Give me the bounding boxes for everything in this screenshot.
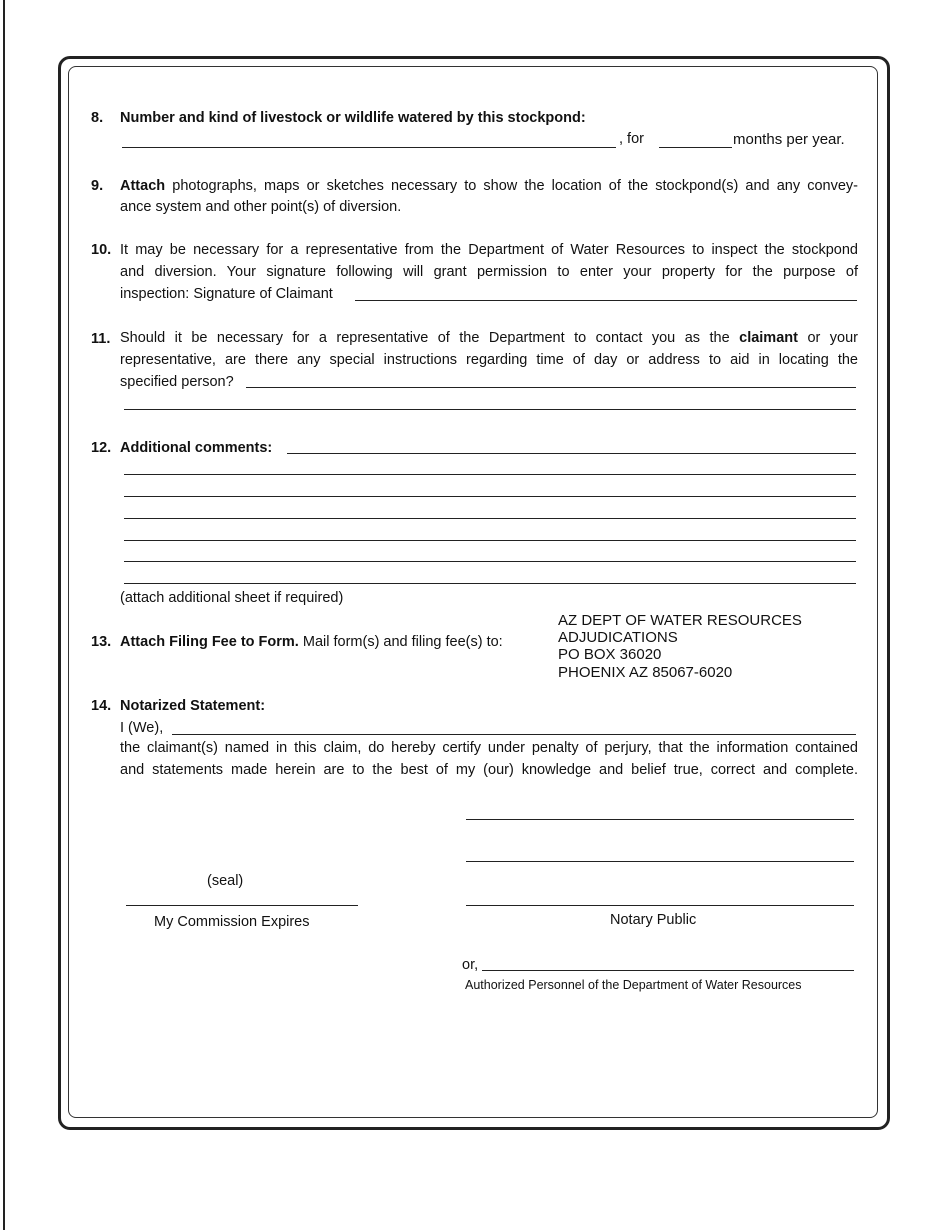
item-11-line3: specified person? (120, 374, 234, 390)
item-10-number: 10. (91, 242, 112, 258)
item-10-line1: It may be necessary for a representative from the Department of Water Resources to inspect the stockpond (120, 242, 858, 258)
claimant-signature-field[interactable] (355, 300, 857, 301)
notary-signature-line-2[interactable] (466, 861, 854, 862)
item-10-line2: and diversion. Your signature following will grant permission to enter your property for the purpose of (120, 264, 858, 280)
item-10-line3: inspection: Signature of Claimant (120, 286, 333, 302)
address-line-4: PHOENIX AZ 85067-6020 (558, 664, 733, 681)
item-11-line2: representative, are there any special instructions regarding time of day or address to aid in locating the (120, 352, 858, 368)
item-12-note: (attach additional sheet if required) (120, 590, 344, 606)
item-11-number: 11. (91, 331, 111, 347)
item-8-label: Number and kind of livestock or wildlife watered by this stockpond: (120, 110, 586, 126)
item-8-for: , for (619, 131, 644, 147)
item-13-bold: Attach Filing Fee to Form. (120, 634, 299, 650)
claimant-names-field[interactable] (172, 734, 856, 735)
item-9-line1 (120, 175, 858, 197)
authorized-personnel-label: Authorized Personnel of the Department of Water Resources (465, 978, 802, 992)
comments-field-3[interactable] (124, 496, 856, 497)
item-11-line1 (120, 327, 858, 349)
comments-field-2[interactable] (124, 474, 856, 475)
comments-field-5[interactable] (124, 540, 856, 541)
item-9-line2: ance system and other point(s) of diversion. (120, 199, 402, 215)
comments-field-6[interactable] (124, 561, 856, 562)
commission-expires-label: My Commission Expires (154, 914, 310, 930)
address-line-1: AZ DEPT OF WATER RESOURCES (558, 612, 802, 629)
livestock-field[interactable] (122, 147, 616, 148)
comments-field-7[interactable] (124, 583, 856, 584)
item-8-number: 8. (91, 110, 104, 126)
instructions-field-2[interactable] (124, 409, 856, 410)
address-line-3: PO BOX 36020 (558, 646, 662, 663)
or-label: or, (462, 957, 479, 973)
notary-signature-line-1[interactable] (466, 819, 854, 820)
item-14-i-we: I (We), (120, 720, 164, 736)
months-field[interactable] (659, 147, 732, 148)
item-12-number: 12. (91, 440, 112, 456)
item-13-number: 13. (91, 634, 112, 650)
instructions-field-1[interactable] (246, 387, 856, 388)
item-9-number: 9. (91, 178, 104, 194)
item-11-claimant: claimant (739, 330, 798, 346)
item-14-label: Notarized Statement: (120, 698, 266, 714)
item-14-line3: and statements made herein are to the best of my (our) knowledge and belief true, correct and complete. (120, 762, 858, 778)
item-14-number: 14. (91, 698, 112, 714)
authorized-signature-field[interactable] (482, 970, 854, 971)
item-11-line1-a: Should it be necessary for a representative of the Department to contact you as the (120, 330, 730, 346)
comments-field-1[interactable] (287, 453, 856, 454)
item-9-line1-rest: photographs, maps or sketches necessary to show the location of the stockpond(s) and any convey- (172, 178, 859, 194)
item-11-line1-b: or your (807, 330, 858, 346)
item-9-bold: Attach (120, 178, 166, 194)
item-12-label: Additional comments: (120, 440, 273, 456)
comments-field-4[interactable] (124, 518, 856, 519)
address-line-2: ADJUDICATIONS (558, 629, 678, 646)
item-8-months: months per year. (733, 131, 845, 148)
item-14-line2: the claimant(s) named in this claim, do hereby certify under penalty of perjury, that the information contained (120, 740, 858, 756)
item-13-text (120, 631, 503, 653)
notary-public-label: Notary Public (610, 912, 697, 928)
seal-label: (seal) (207, 873, 244, 889)
notary-signature-line-3[interactable] (466, 905, 854, 906)
commission-expires-field[interactable] (126, 905, 358, 906)
page-edge-rule (3, 0, 5, 1230)
item-13-rest: Mail form(s) and filing fee(s) to: (302, 634, 503, 650)
